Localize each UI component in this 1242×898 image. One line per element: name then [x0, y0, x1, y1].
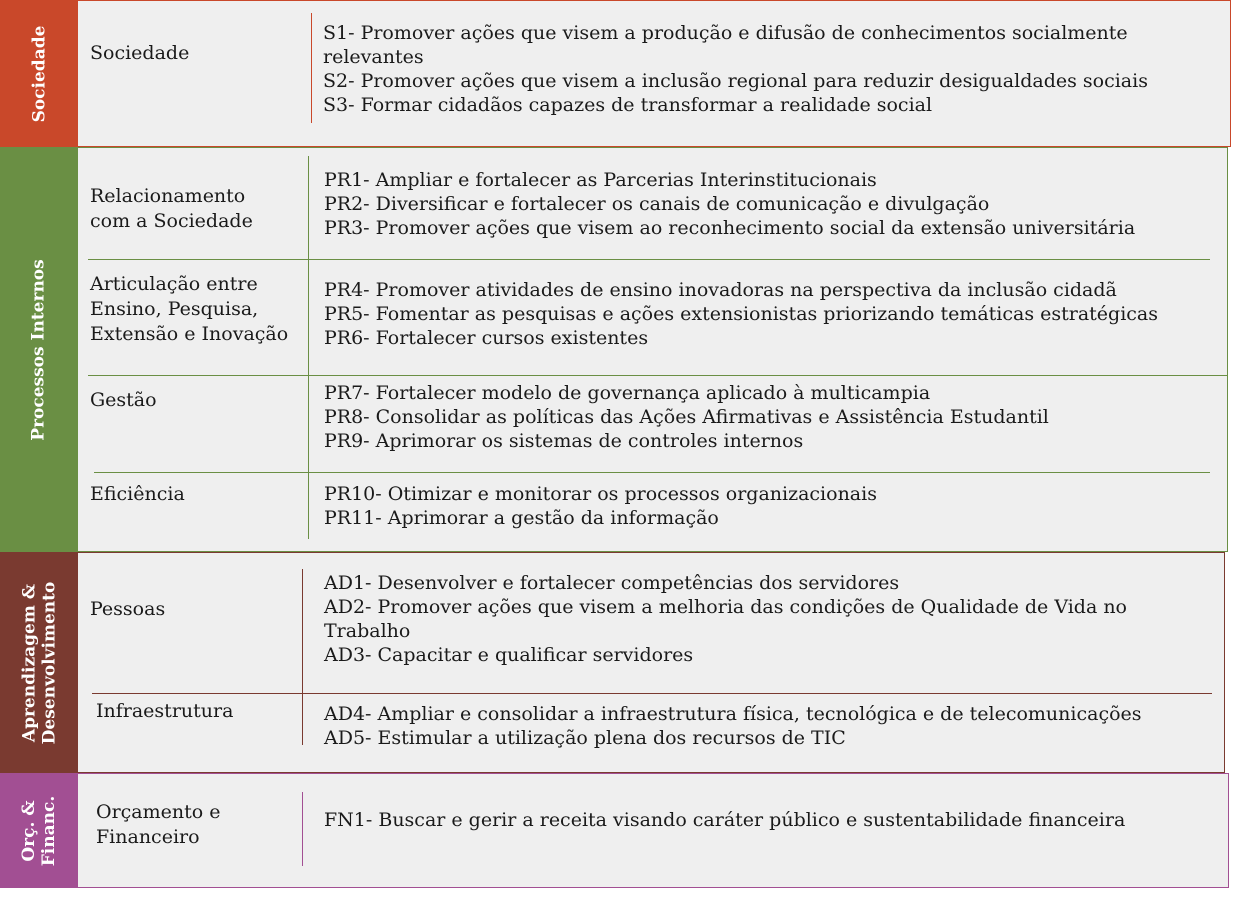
processos-objectives-relacionamento [324, 168, 1135, 240]
sociedade-group-label: Sociedade [90, 42, 190, 64]
sociedade-perspective-title: Sociedade [29, 25, 50, 122]
processos-group-label-relacionamento: Relacionamento com a Sociedade [90, 185, 253, 232]
objective-pr3: PR3- Promover ações que visem ao reconhecimento social da extensão universitária [324, 217, 1136, 239]
aprendizagem-perspective-title-text: Aprendizagem & Desenvolvimento [19, 581, 60, 744]
orcamento-perspective-bar [0, 773, 78, 888]
objective-ad4: AD4- Ampliar e consolidar a infraestrutura física, tecnológica e de telecomunicações [324, 703, 1142, 725]
orcamento-divider [302, 792, 303, 866]
orcamento-perspective-title [19, 792, 59, 870]
processos-group-label-gestao: Gestão [90, 389, 157, 411]
processos-objectives-articulacao [324, 278, 1158, 350]
processos-separator-1 [88, 259, 1210, 260]
sociedade-perspective-bar [0, 0, 78, 147]
orcamento-group-label: Orçamento e Financeiro [96, 801, 221, 848]
objective-pr1: PR1- Ampliar e fortalecer as Parcerias Interinstitucionais [324, 169, 877, 191]
aprendizagem-panel [78, 552, 1225, 773]
orcamento-objectives [324, 808, 1125, 832]
processos-perspective-bar [0, 147, 78, 552]
aprendizagem-divider [302, 569, 303, 745]
objective-s2: S2- Promover ações que visem a inclusão regional para reduzir desigualdades sociais [323, 70, 1148, 92]
processos-group-label-eficiencia: Eficiência [90, 483, 185, 505]
processos-perspective-title: Processos Internos [29, 258, 50, 441]
sociedade-objectives [323, 21, 1218, 117]
objective-pr7: PR7- Fortalecer modelo de governança aplicado à multicampia [324, 382, 931, 404]
aprendizagem-group-label-pessoas: Pessoas [90, 598, 166, 620]
processos-separator-2 [88, 375, 1228, 376]
objective-pr11: PR11- Aprimorar a gestão da informação [324, 507, 719, 529]
aprendizagem-separator [92, 693, 1212, 694]
objective-pr8: PR8- Consolidar as políticas das Ações Afirmativas e Assistência Estudantil [324, 406, 1049, 428]
processos-objectives-gestao [324, 381, 1049, 453]
processos-panel [78, 147, 1228, 552]
aprendizagem-perspective-bar [0, 552, 78, 773]
objective-ad2: AD2- Promover ações que visem a melhoria das condições de Qualidade de Vida no Trabalho [324, 596, 1128, 642]
objective-pr6: PR6- Fortalecer cursos existentes [324, 327, 649, 349]
aprendizagem-objectives-pessoas [324, 571, 1219, 667]
objective-pr10: PR10- Otimizar e monitorar os processos organizacionais [324, 483, 877, 505]
sociedade-panel [78, 0, 1231, 147]
objective-ad1: AD1- Desenvolver e fortalecer competências dos servidores [324, 572, 900, 594]
objective-pr9: PR9- Aprimorar os sistemas de controles internos [324, 430, 804, 452]
sociedade-divider [311, 13, 312, 123]
aprendizagem-objectives-infraestrutura [324, 702, 1142, 750]
aprendizagem-perspective-title [19, 581, 59, 744]
objective-ad5: AD5- Estimular a utilização plena dos recursos de TIC [324, 727, 846, 749]
processos-objectives-eficiencia [324, 482, 877, 530]
objective-s1: S1- Promover ações que visem a produção e difusão de conhecimentos socialmente relevantes [323, 22, 1128, 68]
processos-separator-3 [94, 472, 1210, 473]
orcamento-panel [78, 773, 1229, 888]
objective-pr4: PR4- Promover atividades de ensino inovadoras na perspectiva da inclusão cidadã [324, 279, 1117, 301]
objective-pr2: PR2- Diversificar e fortalecer os canais de comunicação e divulgação [324, 193, 990, 215]
objective-fn1: FN1- Buscar e gerir a receita visando caráter público e sustentabilidade financeira [324, 809, 1126, 831]
objective-pr5: PR5- Fomentar as pesquisas e ações extensionistas priorizando temáticas estratégicas [324, 303, 1159, 325]
processos-divider [308, 156, 309, 539]
processos-group-label-articulacao: Articulação entre Ensino, Pesquisa, Extensão e Inovação [90, 273, 289, 345]
orcamento-perspective-title-text: Orç. & Financ. [19, 795, 59, 866]
objective-s3: S3- Formar cidadãos capazes de transformar a realidade social [323, 94, 933, 116]
aprendizagem-group-label-infraestrutura: Infraestrutura [96, 700, 234, 722]
objective-ad3: AD3- Capacitar e qualificar servidores [324, 644, 694, 666]
